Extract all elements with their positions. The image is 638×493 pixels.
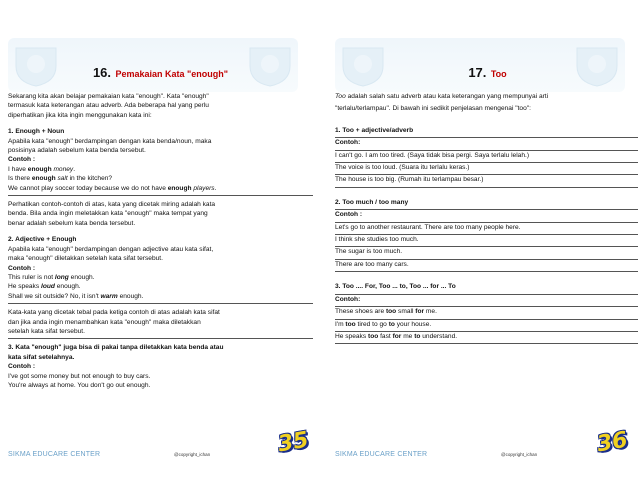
chapter-title	[8, 64, 313, 82]
section-heading: 3. Kata "enough" juga bisa di pakai tanpa diletakkan kata benda atau	[8, 344, 224, 352]
example-line: Is there enough salt in the kitchen?	[8, 175, 113, 183]
section-desc: maka "enough" diletakkan setelah kata sifat tersebut.	[8, 255, 163, 263]
example-line: The house is too big. (Rumah itu terlampau besar.)	[335, 176, 484, 184]
page-footer	[335, 427, 638, 466]
paragraph-line: benar adalah sebelum kata benda tersebut.	[8, 219, 136, 227]
paragraph-line: setelah kata sifat tersebut.	[8, 327, 85, 335]
left-body	[8, 92, 313, 390]
section-desc: Apabila kata "enough" berdampingan dengan kata benda/noun, maka	[8, 137, 212, 145]
footer-brand: SIKMA EDUCARE CENTER	[335, 451, 428, 458]
chapter-number: 16.	[92, 65, 112, 80]
example-line: I think she studies too much.	[335, 236, 419, 244]
section-heading: 1. Too + adjective/adverb	[335, 126, 414, 134]
chapter-number: 17.	[468, 65, 487, 80]
chapter-title	[335, 64, 638, 82]
contoh-label: Contoh:	[335, 139, 361, 147]
page-footer	[8, 427, 313, 466]
example-line: There are too many cars.	[335, 260, 409, 268]
contoh-label: Contoh :	[8, 363, 36, 371]
footer-brand: SIKMA EDUCARE CENTER	[8, 451, 101, 458]
contoh-label: Contoh :	[8, 264, 36, 272]
intro-line: termasuk kata keterangan atau adverb. Ada beberapa hal yang perlu	[8, 102, 209, 110]
example-line: The sugar is too much.	[335, 248, 403, 256]
example-line: This ruler is not long enough.	[8, 273, 95, 281]
example-line: We cannot play soccer today because we do not have enough players.	[8, 184, 217, 192]
intro-line: Too adalah salah satu adverb atau kata keterangan yang mempunyai arti	[335, 93, 549, 100]
section-heading: 2. Too much / too many	[335, 198, 409, 206]
chapter-title-text: Too	[490, 69, 507, 79]
paragraph-line: benda. Bila anda ingin meletakkan kata "enough" maka tempat yang	[8, 210, 208, 218]
divider	[335, 343, 638, 344]
chapter-title-text: Pemakaian Kata "enough"	[115, 69, 229, 79]
example-line: I'm too tired to go to your house.	[335, 320, 432, 328]
paragraph-line: Perhatikan contoh-contoh di atas, kata yang dicetak miring adalah kata	[8, 201, 216, 209]
page-number-badge: 35	[276, 427, 311, 458]
example-line: I can't go. I am too tired. (Saya tidak bisa pergi. Saya terlalu lelah.)	[335, 151, 530, 159]
section-heading: 1. Enough + Noun	[8, 128, 65, 136]
example-line: I've got some money but not enough to buy cars.	[8, 372, 151, 380]
example-line: Let's go to another restaurant. There are too many people here.	[335, 223, 521, 231]
intro-line: Sekarang kita akan belajar pemakaian kata "enough". Kata "enough"	[8, 93, 209, 100]
left-page	[8, 0, 313, 493]
example-line: I have enough money.	[8, 165, 76, 173]
section-heading: kata sifat setelahnya.	[8, 353, 75, 361]
example-line: He speaks loud enough.	[8, 283, 81, 291]
right-body	[335, 92, 638, 344]
contoh-label: Contoh:	[335, 295, 361, 303]
contoh-label: Contoh :	[335, 211, 363, 219]
example-line: He speaks too fast for me to understand.	[335, 332, 458, 340]
intro-line: "terlalu/terlampau". Di bawah ini sedikit penjelasan mengenai "too":	[335, 105, 531, 113]
example-line: Shall we sit outside? No, it isn't warm enough.	[8, 292, 144, 300]
paragraph-line: dan jika anda ingin menambahkan kata "enough" maka diletakkan	[8, 318, 201, 326]
section-desc: Apabila kata "enough" berdampingan dengan adjective atau kata sifat,	[8, 245, 214, 253]
section-heading: 2. Adjective + Enough	[8, 236, 77, 244]
section-heading: 3. Too .... For, Too ... to, Too ... for ... To	[335, 283, 456, 291]
right-page	[335, 0, 638, 493]
example-line: These shoes are too small for me.	[335, 308, 437, 316]
footer-copyright: @copyright_ichan	[501, 452, 538, 457]
example-line: The voice is too loud. (Suara itu terlalu keras.)	[335, 164, 470, 172]
contoh-label: Contoh :	[8, 156, 36, 164]
intro-line: diperhatikan jika kita ingin menggunakan kata ini:	[8, 111, 152, 119]
page-number-badge: 36	[595, 427, 630, 458]
section-desc: posisinya adalah sebelum kata benda tersebut.	[8, 147, 146, 155]
footer-copyright: @copyright_ichan	[174, 452, 211, 457]
example-line: You're always at home. You don't go out enough.	[8, 381, 151, 389]
paragraph-line: Kata-kata yang dicetak tebal pada ketiga contoh di atas adalah kata sifat	[8, 309, 220, 317]
